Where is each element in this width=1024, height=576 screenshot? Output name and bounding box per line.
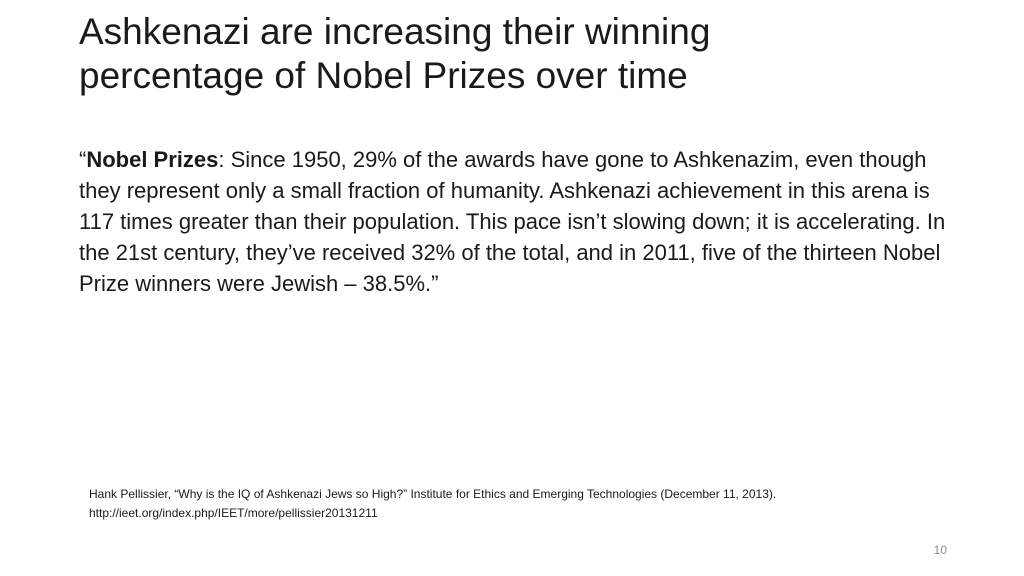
page-number: 10 bbox=[933, 543, 947, 557]
quote-paragraph bbox=[79, 144, 959, 299]
slide-title-line-2: percentage of Nobel Prizes over time bbox=[79, 55, 688, 96]
citation-url: http://ieet.org/index.php/IEET/more/pellissier20131211 bbox=[89, 506, 378, 520]
slide-title-line-1: Ashkenazi are increasing their winning bbox=[79, 11, 711, 52]
slide-title bbox=[79, 10, 979, 98]
quote-body: : Since 1950, 29% of the awards have gone to Ashkenazim, even though they represent only a small fraction of humanity. Ashkenazi achievement in this arena is 117 times greater than their population. This pace isn’t slowing down; it is accelerating. In the 21st century, they’ve received 32% of the total, and in 2011, five of the thirteen Nobel Prize winners were Jewish – 38.5%.” bbox=[79, 147, 946, 296]
quote-term: Nobel Prizes bbox=[86, 147, 219, 172]
citation-reference: Hank Pellissier, “Why is the IQ of Ashkenazi Jews so High?” Institute for Ethics and Emerging Technologies (December 11, 2013). bbox=[89, 487, 777, 501]
citation bbox=[89, 485, 989, 523]
quote-open-mark: “ bbox=[79, 147, 87, 172]
